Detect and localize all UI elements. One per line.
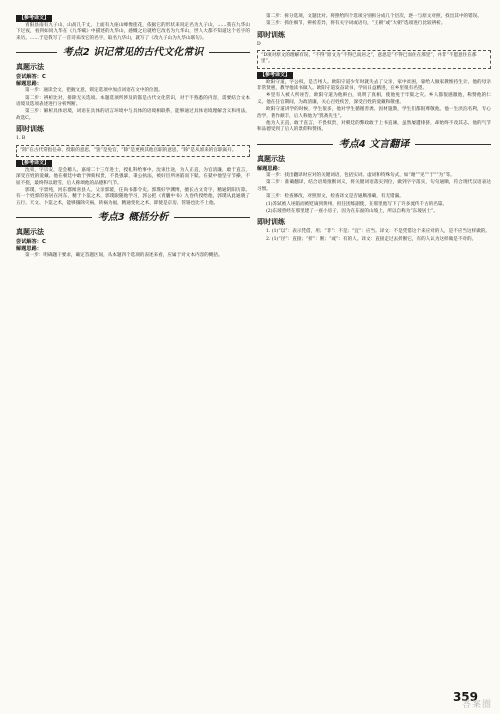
demo-heading: 真题示法 <box>16 228 44 237</box>
kp3-title: 考点3 概括分析 <box>97 212 169 224</box>
practice-heading: 即时训练 <box>16 125 44 134</box>
process-label: 解题思路： <box>16 246 42 253</box>
step-a: 第一步：找出翻译时应对的关键词语，包括实词、虚词和特殊句式，如“谢”“见”“于”“为”等。 <box>266 172 455 178</box>
kp2-header <box>16 46 250 59</box>
reference-translation-tag: 【参考译文】 <box>16 160 52 167</box>
page-number: 359 <box>452 690 478 704</box>
practice-answer-2: 2. (1)“径”：直接；“折”：断；“或”：有的人。译文：直接走过去折断它，有的人认为这样做是不对的。 <box>266 236 477 242</box>
answer-2: (2)东坡曾经在那里建了一座小房子，因为在东面的山坡上，所以自称为“东坡居士”。 <box>266 208 438 214</box>
divider <box>415 144 491 145</box>
reference-paragraph: 青阳县南有九子山，山高几千丈，上面有九座山峰像莲花，依据它的形状来说定名为九子山，……我在九华山下过夜，看到如同九华在《九华赋》中描述的九华山，感慨之后就给它改名为九华山，世人大都不知道这个名字的来历。……于是我写了一首诗来改它的名字，取名九华山，就写了《改九子山为九华山联句》。 <box>16 23 250 41</box>
right-column <box>257 14 491 244</box>
reference-paragraph: 沈束，字宗安，是会稽人。嘉靖二十三年进士，授礼科给事中。沈束仕途，为人正直，为官清廉，敢于直言，深受百姓的爱戴。他在朝廷中敢于弹劾权贵，不畏强暴，秉公执法，被奸臣所诬陷而下狱。在狱中他坚守节操，不屈不挠，最终得以昭雪，后人称颂他的品德和气节。 <box>16 167 250 186</box>
divider <box>174 217 250 218</box>
practice-answer: D <box>257 41 261 47</box>
left-column <box>16 14 250 261</box>
watermark: 答案圈 <box>461 700 492 710</box>
divider <box>257 144 333 145</box>
step-2: 第二步：辨析比对，排除无关选项。本题选项所涉及的都是古代文化常识，对于不熟悉的内容，需要结合文本语境及选项表述进行分析判断。 <box>16 95 250 108</box>
step-b: 第二步：准确翻译，结合语境推断词义，将关键词语落实到位，做到字字落实，句句通顺，符合现代汉语表达习惯。 <box>257 180 491 192</box>
try-answer: 尝试解答：C <box>16 239 46 246</box>
reference-paragraph: 他为人正直，敢于直言，不畏权贵，对朝廷的弊政敢于上书直谏，虽然屡遭排挤，却始终不改其志。他的气节和品德受到了后人的景仰和赞扬。 <box>257 121 491 133</box>
divider <box>209 52 250 53</box>
kp4-header <box>257 138 491 151</box>
reference-paragraph: 郭璞，字景纯，河东郡闻喜县人。父亲郭瑗，任尚书都令史。郭璞好学渊博，擅长古文奇字，精通阴阳历算。有一个姓郭的客居在河东，精于卜筮之术，郭璞跟随他学习，郭公把《青囊中书》九卷传授给他，郭璞从此通晓了五行、天文、卜筮之术，能够攘除灾祸，转祸为福，精通变化之术，即使是京房、管辂也比不上他。 <box>16 188 250 206</box>
practice-heading: 即时训练 <box>257 218 285 227</box>
step-3: 第三步：抓住细节，辨析差异，将有关字词或语句，“王朝”或“大朝”选项进行比较辨析。 <box>266 21 446 27</box>
reference-paragraph: 乡里有人被人所诬告，欧阳守道为他辩白，说明了真相，使他免于牢狱之灾。乡人都很感激他，称赞他的仁义。他在任官期间，为政清廉，关心百姓疾苦，深受百姓的爱戴和敬重。 <box>257 93 491 105</box>
reference-paragraph: 欧阳守道讲学的时候，学生很多，他对学生循循善诱，因材施教，学生们都很尊敬他。他一生淡泊名利，专心治学，著作颇丰，后人称他为“巽斋先生”。 <box>257 107 491 119</box>
kp4-title: 考点4 文言翻译 <box>338 138 410 150</box>
reference-translation-tag: 【参考译文】 <box>257 72 293 79</box>
practice-heading: 即时训练 <box>257 30 285 39</box>
try-answer: 尝试解答：C <box>16 74 46 81</box>
reference-translation-tag: 【参考译文】 <box>16 15 52 22</box>
reference-paragraph: 欧阳守道，字公权，是吉州人。欧阳守道少年时就失去了父亲，家中贫困，靠给人做家教维持生计。他的母亲非常贤惠，教导他读书做人。欧阳守道发奋读书，学问日益精进，在乡里很有名望。 <box>257 79 491 92</box>
answer-1: (1)苏轼被人诬陷而被贬谪到黄州，担任团练副使，在那里他写下了许多流传千古的名篇。 <box>266 201 448 207</box>
practice-answer-1: 1. (1)“以”：表示凭借，用；“非”：不是；“宜”：应当。译文：不是凭借这个来应对的人，是不应当这样做的。 <box>266 229 490 235</box>
practice-note: “D项对原文的理解有误。“不得”原文为“不得已而居之”，意思是“不得已而住在那里”，并非“不愿意住在那里”。 <box>257 50 491 68</box>
process-label: 解题思路： <box>16 81 42 88</box>
step-c: 第三步：检查修改，对照原文，检查译文是否通顺准确，有无错漏。 <box>266 194 404 200</box>
kp3-header <box>16 211 250 224</box>
practice-q1: 1. B <box>16 136 26 142</box>
step-3: 第三步：解析具体语境，词语在具体的语言环境中与具体的语境相联系，能够通过具体语境理解含义和用法，故选C。 <box>16 109 250 121</box>
step-1: 第一步：通读全文，把握文意，锁定选项中加点词语在文中的位置。 <box>25 88 163 94</box>
kp3-step-1: 第一步：明确题干要求，确定答题区间，从本题四个选项的表述来看，应属于对文本内容的概括。 <box>25 253 223 259</box>
divider <box>16 217 92 218</box>
demo-heading: 真题示法 <box>257 154 285 163</box>
divider <box>16 52 57 53</box>
process-label: 解题思路： <box>257 165 283 172</box>
kp2-title: 考点2 识记常见的古代文化常识 <box>62 47 204 59</box>
step-2: 第二步：拆分选项，文题比对。将照给四个选项分别拆分成几个层次，逐一与原文对照，找出其中的错误。 <box>266 14 482 19</box>
practice-note: “除”在古代常指任命、授职的意思，“罢”是免官，“除”是更换其他官职的意思，“除”是从原来的官职离开。 <box>16 145 250 157</box>
demo-heading: 真题示法 <box>16 63 44 72</box>
